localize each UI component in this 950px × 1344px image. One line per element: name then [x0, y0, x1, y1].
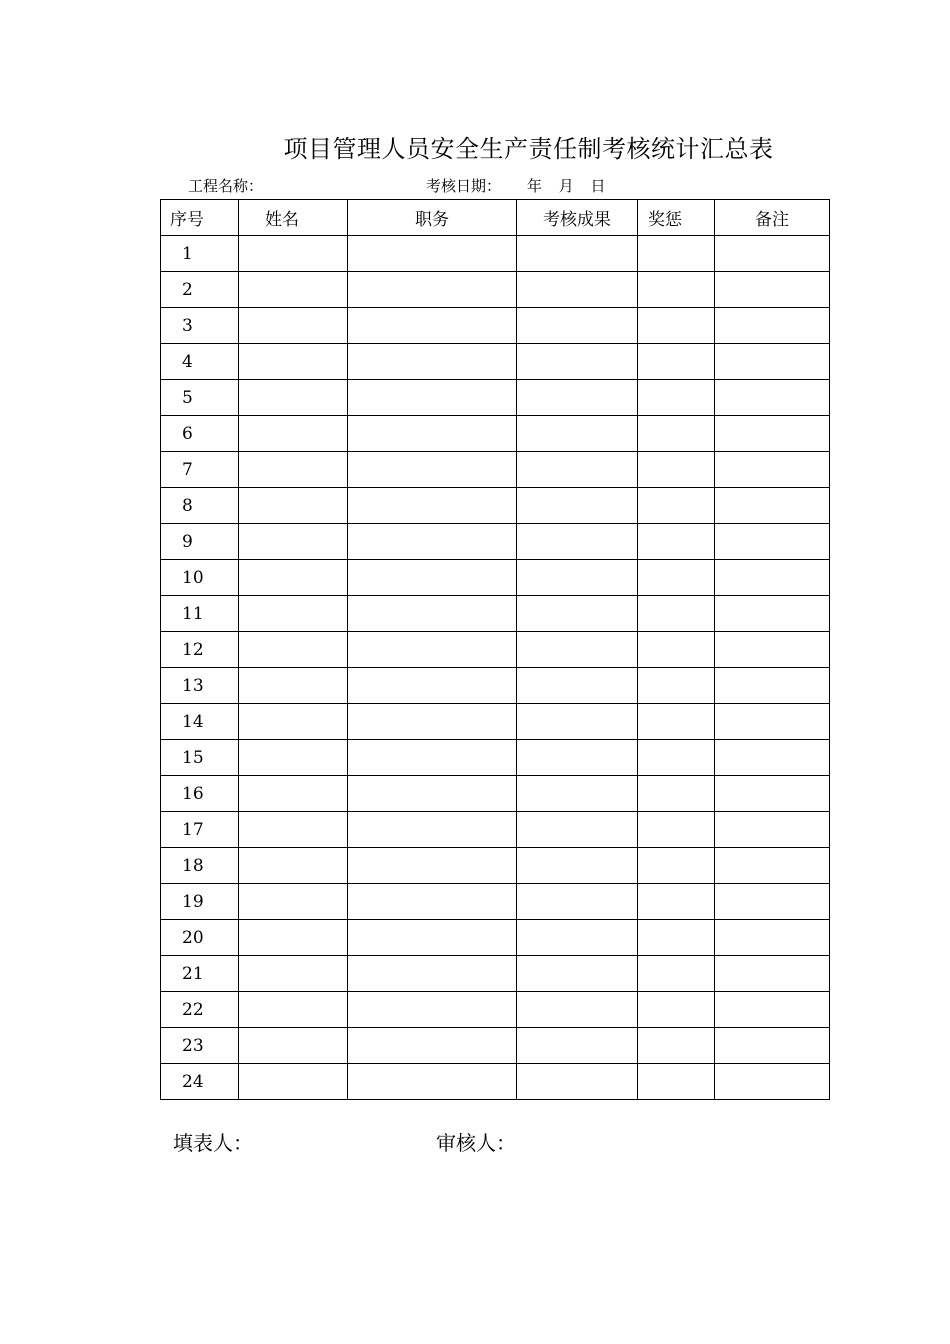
table-row: [161, 560, 830, 596]
cell-position[interactable]: [348, 632, 517, 668]
cell-remarks[interactable]: [715, 668, 830, 704]
cell-remarks[interactable]: [715, 272, 830, 308]
header-position: 职务: [348, 200, 517, 236]
cell-position[interactable]: [348, 668, 517, 704]
cell-serial-number: 15: [161, 740, 239, 776]
cell-serial-number: 3: [161, 308, 239, 344]
cell-remarks[interactable]: [715, 848, 830, 884]
cell-assessment-result[interactable]: [517, 1028, 638, 1064]
cell-position[interactable]: [348, 488, 517, 524]
cell-name[interactable]: [239, 812, 348, 848]
cell-serial-number: 19: [161, 884, 239, 920]
cell-position[interactable]: [348, 920, 517, 956]
cell-reward-penalty[interactable]: [638, 272, 715, 308]
cell-remarks[interactable]: [715, 776, 830, 812]
cell-remarks[interactable]: [715, 812, 830, 848]
assessment-summary-table: [160, 199, 830, 1100]
cell-serial-number: 7: [161, 452, 239, 488]
cell-remarks[interactable]: [715, 632, 830, 668]
cell-serial-number: 20: [161, 920, 239, 956]
table-row: [161, 524, 830, 560]
header-serial-number: 序号: [161, 200, 239, 236]
cell-remarks[interactable]: [715, 956, 830, 992]
table-row: [161, 308, 830, 344]
cell-name[interactable]: [239, 380, 348, 416]
cell-assessment-result[interactable]: [517, 632, 638, 668]
cell-name[interactable]: [239, 704, 348, 740]
cell-position[interactable]: [348, 956, 517, 992]
cell-reward-penalty[interactable]: [638, 704, 715, 740]
cell-position[interactable]: [348, 452, 517, 488]
cell-assessment-result[interactable]: [517, 236, 638, 272]
cell-serial-number: 16: [161, 776, 239, 812]
cell-remarks[interactable]: [715, 884, 830, 920]
cell-position[interactable]: [348, 308, 517, 344]
reviewer-label: 审核人：: [436, 1131, 516, 1155]
table-row: [161, 812, 830, 848]
cell-reward-penalty[interactable]: [638, 956, 715, 992]
table-row: [161, 632, 830, 668]
cell-position[interactable]: [348, 272, 517, 308]
cell-remarks[interactable]: [715, 992, 830, 1028]
header-reward-penalty: 奖惩: [638, 200, 715, 236]
cell-assessment-result[interactable]: [517, 884, 638, 920]
cell-remarks[interactable]: [715, 920, 830, 956]
table-row: [161, 272, 830, 308]
cell-serial-number: 22: [161, 992, 239, 1028]
cell-assessment-result[interactable]: [517, 704, 638, 740]
cell-position[interactable]: [348, 740, 517, 776]
cell-position[interactable]: [348, 776, 517, 812]
cell-serial-number: 4: [161, 344, 239, 380]
cell-remarks[interactable]: [715, 740, 830, 776]
cell-assessment-result[interactable]: [517, 776, 638, 812]
table-row: [161, 1064, 830, 1100]
cell-reward-penalty[interactable]: [638, 920, 715, 956]
cell-name[interactable]: [239, 992, 348, 1028]
cell-name[interactable]: [239, 632, 348, 668]
cell-serial-number: 9: [161, 524, 239, 560]
cell-assessment-result[interactable]: [517, 992, 638, 1028]
cell-position[interactable]: [348, 236, 517, 272]
cell-assessment-result[interactable]: [517, 920, 638, 956]
cell-assessment-result[interactable]: [517, 740, 638, 776]
header-name: 姓名: [239, 200, 348, 236]
header-assessment-result: 考核成果: [517, 200, 638, 236]
cell-remarks[interactable]: [715, 1064, 830, 1100]
cell-remarks[interactable]: [715, 344, 830, 380]
table-row: [161, 884, 830, 920]
cell-name[interactable]: [239, 1064, 348, 1100]
cell-remarks[interactable]: [715, 236, 830, 272]
cell-reward-penalty[interactable]: [638, 380, 715, 416]
cell-name[interactable]: [239, 560, 348, 596]
table-row: [161, 452, 830, 488]
table-row: [161, 992, 830, 1028]
cell-assessment-result[interactable]: [517, 416, 638, 452]
cell-position[interactable]: [348, 560, 517, 596]
cell-reward-penalty[interactable]: [638, 740, 715, 776]
cell-assessment-result[interactable]: [517, 272, 638, 308]
cell-assessment-result[interactable]: [517, 344, 638, 380]
header-remarks: 备注: [715, 200, 830, 236]
cell-name[interactable]: [239, 776, 348, 812]
cell-reward-penalty[interactable]: [638, 488, 715, 524]
cell-name[interactable]: [239, 848, 348, 884]
cell-remarks[interactable]: [715, 596, 830, 632]
table-row: [161, 776, 830, 812]
cell-reward-penalty[interactable]: [638, 632, 715, 668]
cell-serial-number: 1: [161, 236, 239, 272]
table-row: [161, 236, 830, 272]
cell-assessment-result[interactable]: [517, 956, 638, 992]
cell-reward-penalty[interactable]: [638, 848, 715, 884]
cell-name[interactable]: [239, 596, 348, 632]
cell-remarks[interactable]: [715, 560, 830, 596]
cell-name[interactable]: [239, 956, 348, 992]
cell-reward-penalty[interactable]: [638, 1028, 715, 1064]
cell-assessment-result[interactable]: [517, 524, 638, 560]
table-row: [161, 416, 830, 452]
cell-assessment-result[interactable]: [517, 596, 638, 632]
cell-name[interactable]: [239, 920, 348, 956]
cell-position[interactable]: [348, 1028, 517, 1064]
cell-position[interactable]: [348, 812, 517, 848]
cell-serial-number: 6: [161, 416, 239, 452]
cell-reward-penalty[interactable]: [638, 776, 715, 812]
table-row: [161, 920, 830, 956]
cell-reward-penalty[interactable]: [638, 812, 715, 848]
filler-label: 填表人：: [173, 1131, 253, 1155]
cell-serial-number: 5: [161, 380, 239, 416]
cell-assessment-result[interactable]: [517, 452, 638, 488]
cell-reward-penalty[interactable]: [638, 308, 715, 344]
cell-name[interactable]: [239, 416, 348, 452]
cell-assessment-result[interactable]: [517, 1064, 638, 1100]
cell-serial-number: 24: [161, 1064, 239, 1100]
cell-position[interactable]: [348, 524, 517, 560]
cell-name[interactable]: [239, 308, 348, 344]
cell-remarks[interactable]: [715, 704, 830, 740]
cell-name[interactable]: [239, 884, 348, 920]
table-row: [161, 1028, 830, 1064]
table-row: [161, 380, 830, 416]
cell-serial-number: 17: [161, 812, 239, 848]
cell-serial-number: 11: [161, 596, 239, 632]
cell-reward-penalty[interactable]: [638, 596, 715, 632]
cell-reward-penalty[interactable]: [638, 344, 715, 380]
cell-assessment-result[interactable]: [517, 812, 638, 848]
table-header-row: [161, 200, 830, 236]
cell-remarks[interactable]: [715, 452, 830, 488]
table-row: [161, 488, 830, 524]
cell-position[interactable]: [348, 596, 517, 632]
cell-serial-number: 14: [161, 704, 239, 740]
cell-name[interactable]: [239, 236, 348, 272]
cell-assessment-result[interactable]: [517, 488, 638, 524]
cell-position[interactable]: [348, 416, 517, 452]
cell-reward-penalty[interactable]: [638, 1064, 715, 1100]
cell-name[interactable]: [239, 524, 348, 560]
cell-serial-number: 12: [161, 632, 239, 668]
project-name-label: 工程名称：: [188, 177, 264, 195]
cell-assessment-result[interactable]: [517, 380, 638, 416]
cell-serial-number: 23: [161, 1028, 239, 1064]
cell-remarks[interactable]: [715, 308, 830, 344]
cell-serial-number: 2: [161, 272, 239, 308]
table-row: [161, 956, 830, 992]
cell-reward-penalty[interactable]: [638, 560, 715, 596]
cell-assessment-result[interactable]: [517, 560, 638, 596]
cell-name[interactable]: [239, 452, 348, 488]
table-row: [161, 668, 830, 704]
cell-assessment-result[interactable]: [517, 848, 638, 884]
cell-name[interactable]: [239, 488, 348, 524]
cell-position[interactable]: [348, 884, 517, 920]
cell-reward-penalty[interactable]: [638, 884, 715, 920]
cell-reward-penalty[interactable]: [638, 416, 715, 452]
table-row: [161, 344, 830, 380]
cell-serial-number: 8: [161, 488, 239, 524]
table-body: [161, 236, 830, 1100]
cell-assessment-result[interactable]: [517, 308, 638, 344]
cell-remarks[interactable]: [715, 380, 830, 416]
cell-position[interactable]: [348, 344, 517, 380]
cell-reward-penalty[interactable]: [638, 452, 715, 488]
table-row: [161, 848, 830, 884]
cell-reward-penalty[interactable]: [638, 992, 715, 1028]
cell-assessment-result[interactable]: [517, 668, 638, 704]
cell-position[interactable]: [348, 704, 517, 740]
cell-position[interactable]: [348, 380, 517, 416]
cell-name[interactable]: [239, 740, 348, 776]
cell-position[interactable]: [348, 992, 517, 1028]
cell-remarks[interactable]: [715, 524, 830, 560]
assessment-date-fields: 年 月 日: [527, 177, 606, 195]
assessment-date-label: 考核日期：: [426, 177, 502, 195]
cell-reward-penalty[interactable]: [638, 236, 715, 272]
cell-reward-penalty[interactable]: [638, 668, 715, 704]
table-row: [161, 596, 830, 632]
cell-serial-number: 13: [161, 668, 239, 704]
cell-name[interactable]: [239, 1028, 348, 1064]
cell-position[interactable]: [348, 848, 517, 884]
cell-serial-number: 10: [161, 560, 239, 596]
cell-serial-number: 21: [161, 956, 239, 992]
document-title: 项目管理人员安全生产责任制考核统计汇总表: [283, 135, 774, 163]
cell-position[interactable]: [348, 1064, 517, 1100]
cell-reward-penalty[interactable]: [638, 524, 715, 560]
cell-remarks[interactable]: [715, 1028, 830, 1064]
table-row: [161, 704, 830, 740]
cell-remarks[interactable]: [715, 488, 830, 524]
cell-serial-number: 18: [161, 848, 239, 884]
table-row: [161, 740, 830, 776]
cell-name[interactable]: [239, 668, 348, 704]
cell-name[interactable]: [239, 272, 348, 308]
cell-name[interactable]: [239, 344, 348, 380]
cell-remarks[interactable]: [715, 416, 830, 452]
